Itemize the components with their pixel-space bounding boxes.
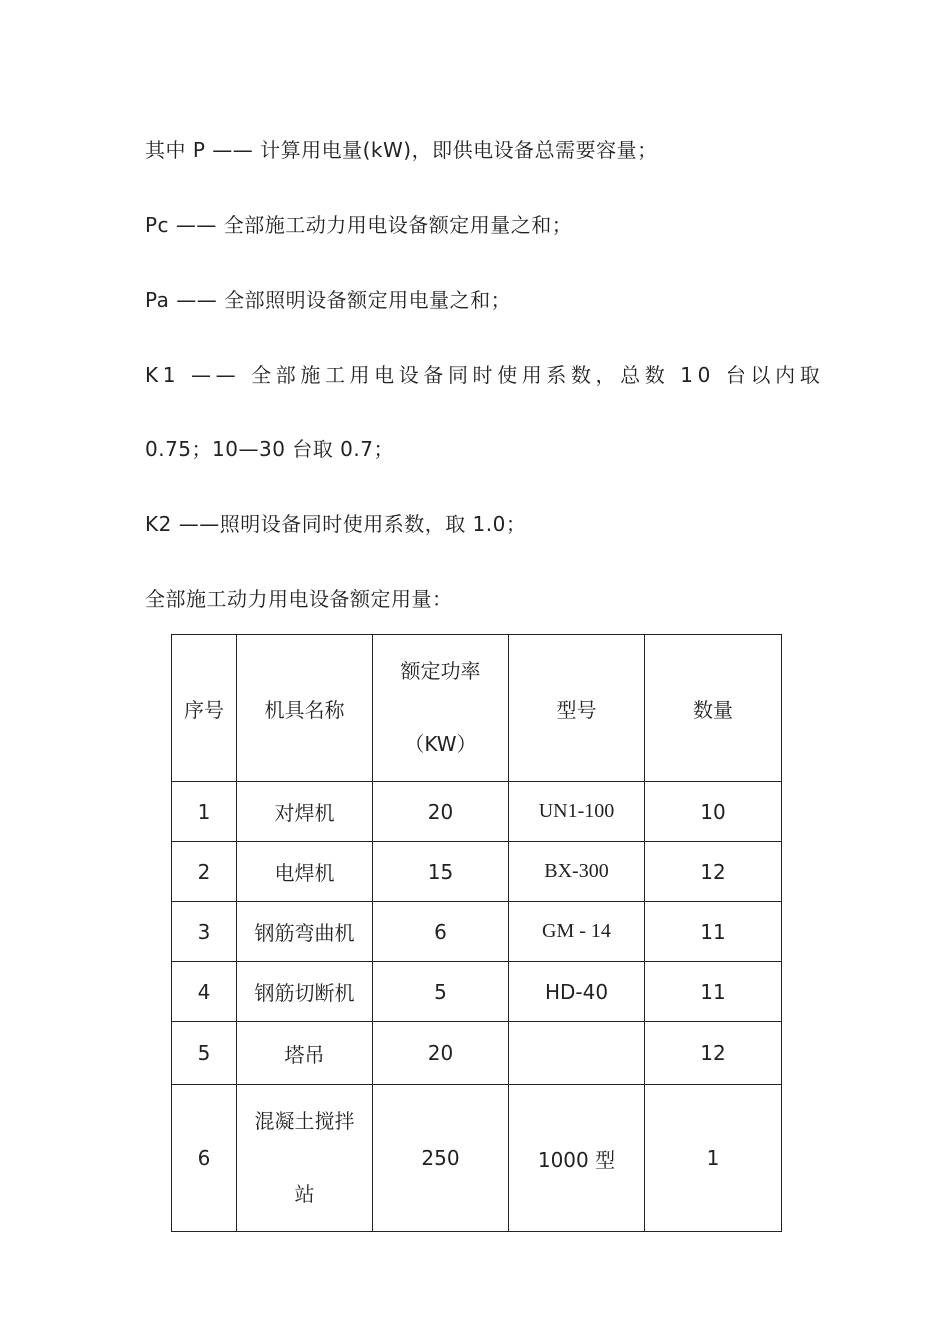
definition-pc: Pc —— 全部施工动力用电设备额定用量之和； <box>145 213 573 237</box>
cell-quantity: 12 <box>645 1022 782 1085</box>
cell-index: 6 <box>172 1085 237 1232</box>
cell-power: 15 <box>373 842 509 902</box>
definition-pa: Pa —— 全部照明设备额定用电量之和； <box>145 288 512 312</box>
cell-index: 2 <box>172 842 237 902</box>
cell-power: 6 <box>373 902 509 962</box>
table-row <box>172 842 782 902</box>
cell-index: 1 <box>172 782 237 842</box>
cell-name: 钢筋弯曲机 <box>237 902 373 962</box>
cell-name: 钢筋切断机 <box>237 962 373 1022</box>
header-quantity: 数量 <box>645 635 782 782</box>
table-header-row <box>172 635 782 782</box>
header-power-label: 额定功率 <box>400 659 481 683</box>
cell-quantity: 1 <box>645 1085 782 1232</box>
table-row <box>172 962 782 1022</box>
definition-k1-line1: K1 —— 全部施工用电设备同时使用系数，总数 10 台以内取 <box>145 363 825 387</box>
cell-model <box>509 1022 645 1085</box>
cell-index: 3 <box>172 902 237 962</box>
cell-quantity: 11 <box>645 962 782 1022</box>
cell-power: 20 <box>373 1022 509 1085</box>
cell-name: 塔吊 <box>237 1022 373 1085</box>
cell-name: 对焊机 <box>237 782 373 842</box>
cell-name-line2: 站 <box>294 1182 315 1206</box>
cell-index: 4 <box>172 962 237 1022</box>
cell-quantity: 10 <box>645 782 782 842</box>
cell-index: 5 <box>172 1022 237 1085</box>
equipment-table <box>171 634 782 1232</box>
definition-k2: K2 ——照明设备同时使用系数，取 1.0； <box>145 512 527 536</box>
cell-model: 1000 型 <box>509 1085 645 1232</box>
definition-k1-line2: 0.75；10—30 台取 0.7； <box>145 437 394 461</box>
cell-name <box>237 1085 373 1232</box>
table-row <box>172 782 782 842</box>
cell-name-line1: 混凝土搅拌 <box>254 1109 355 1133</box>
definition-p: 其中 P —— 计算用电量(kW)，即供电设备总需要容量； <box>145 138 658 162</box>
header-model: 型号 <box>509 635 645 782</box>
cell-quantity: 11 <box>645 902 782 962</box>
cell-power: 250 <box>373 1085 509 1232</box>
cell-model: GM - 14 <box>509 902 645 962</box>
cell-power: 20 <box>373 782 509 842</box>
table-row <box>172 902 782 962</box>
header-power <box>373 635 509 782</box>
header-index: 序号 <box>172 635 237 782</box>
cell-model: UN1-100 <box>509 782 645 842</box>
table-caption: 全部施工动力用电设备额定用量： <box>145 587 453 611</box>
cell-model: BX-300 <box>509 842 645 902</box>
table-row <box>172 1022 782 1085</box>
table-row <box>172 1085 782 1232</box>
cell-quantity: 12 <box>645 842 782 902</box>
cell-power: 5 <box>373 962 509 1022</box>
header-power-unit: （KW） <box>404 732 477 756</box>
cell-model: HD-40 <box>509 962 645 1022</box>
header-name: 机具名称 <box>237 635 373 782</box>
cell-name: 电焊机 <box>237 842 373 902</box>
